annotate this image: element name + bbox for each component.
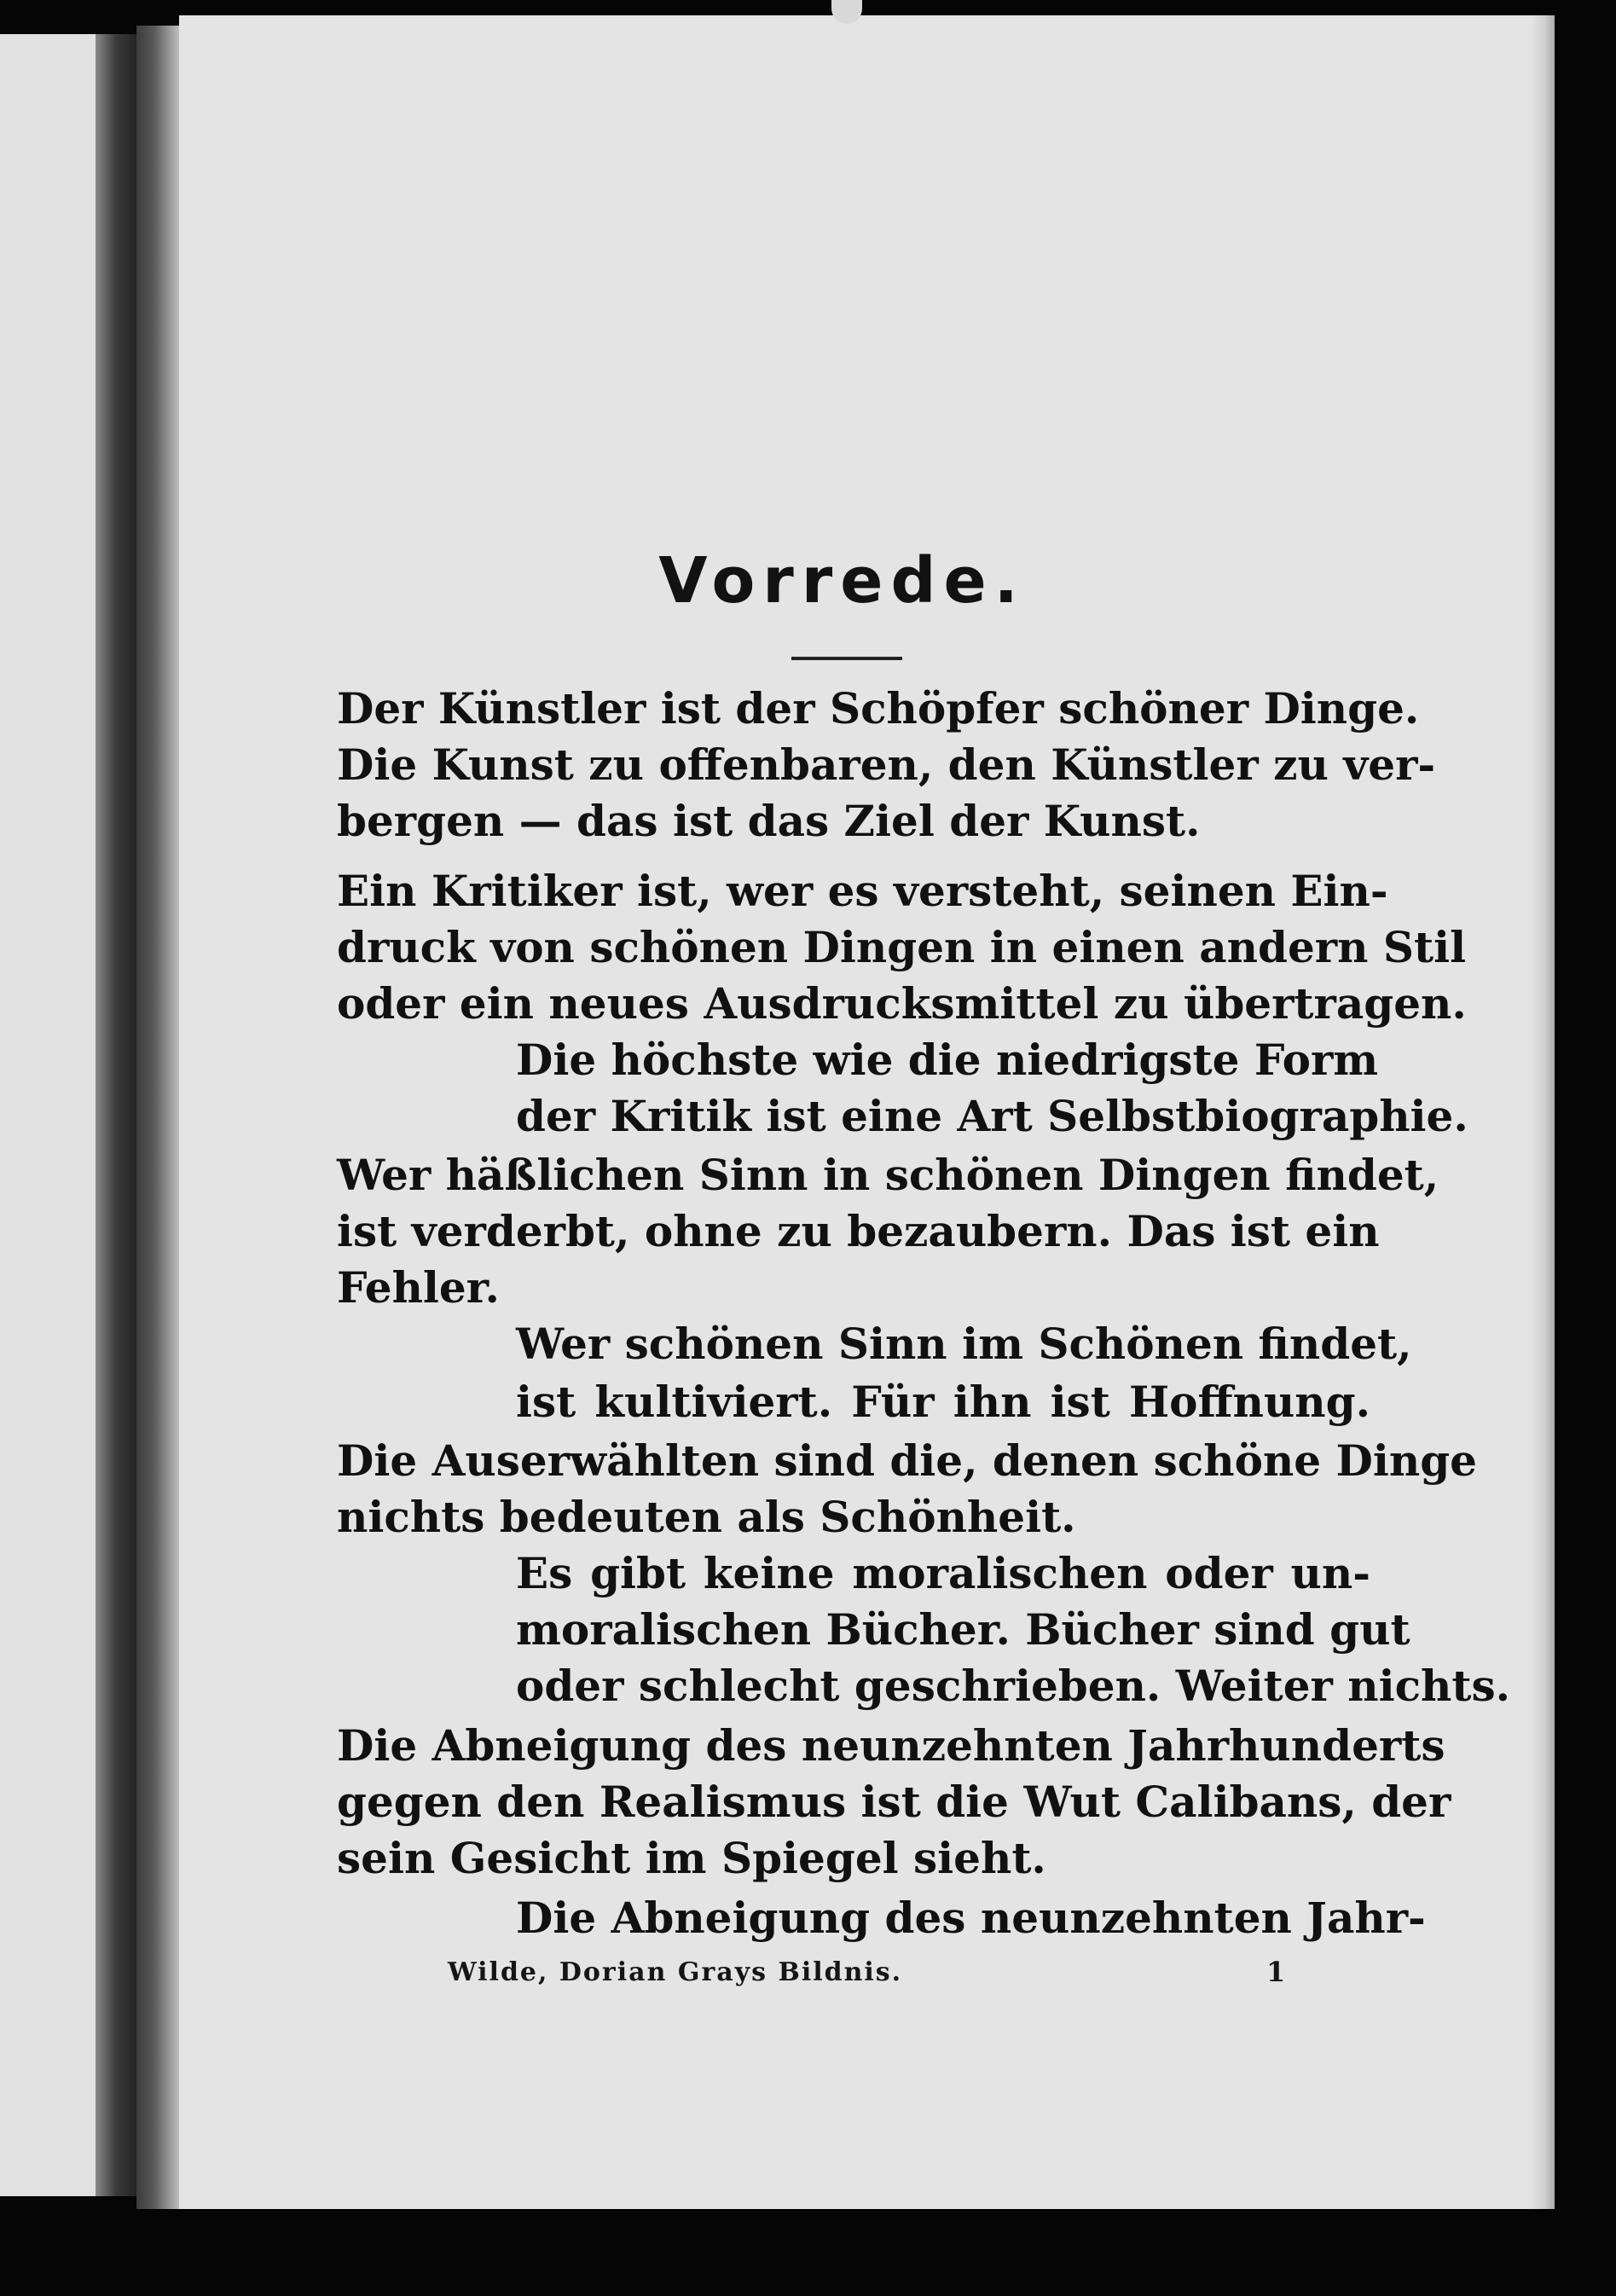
text-line: Die Abneigung des neunzehnten Jahr-	[516, 1893, 1426, 1943]
text-line: Die Kunst zu offenbaren, den Künstler zu ver-	[337, 739, 1436, 790]
footer-signature: Wilde, Dorian Grays Bildnis.	[448, 1957, 903, 1987]
text-line: Wer schönen Sinn im Schönen findet,	[516, 1319, 1412, 1369]
left-page-edge	[0, 34, 96, 2196]
text-line: Der Künstler ist der Schöpfer schöner Dinge.	[337, 683, 1420, 733]
text-line: oder ein neues Ausdrucksmittel zu übertragen.	[337, 978, 1467, 1029]
page-title: Vorrede.	[658, 544, 1026, 617]
text-line: ist verderbt, ohne zu bezaubern. Das ist ein	[337, 1206, 1380, 1256]
text-line: bergen — das ist das Ziel der Kunst.	[337, 796, 1201, 846]
text-line: gegen den Realismus ist die Wut Calibans, der	[337, 1777, 1451, 1827]
text-line: moralischen Bücher. Bücher sind gut	[516, 1604, 1410, 1655]
text-line: Fehler.	[337, 1262, 500, 1313]
text-line: Die Abneigung des neunzehnten Jahrhunderts	[337, 1720, 1445, 1771]
text-line: oder schlecht geschrieben. Weiter nichts.	[516, 1661, 1511, 1711]
text-line: Die Auserwählten sind die, denen schöne Dinge	[337, 1435, 1477, 1486]
title-rule	[791, 657, 902, 660]
text-line: der Kritik ist eine Art Selbstbiographie.	[516, 1091, 1468, 1141]
text-line: ist kultiviert. Für ihn ist Hoffnung.	[516, 1377, 1370, 1427]
text-line: Ein Kritiker ist, wer es versteht, seinen Ein-	[337, 866, 1388, 916]
text-line: nichts bedeuten als Schönheit.	[337, 1492, 1076, 1542]
text-line: sein Gesicht im Spiegel sieht.	[337, 1833, 1046, 1883]
right-page-edge	[1531, 15, 1555, 2209]
text-line: Die höchste wie die niedrigste Form	[516, 1035, 1379, 1085]
text-line: Es gibt keine moralischen oder un-	[516, 1548, 1370, 1598]
text-line: Wer häßlichen Sinn in schönen Dingen findet,	[337, 1150, 1439, 1200]
signature-number: 1	[1266, 1956, 1286, 1988]
text-line: druck von schönen Dingen in einen andern Stil	[337, 922, 1467, 972]
